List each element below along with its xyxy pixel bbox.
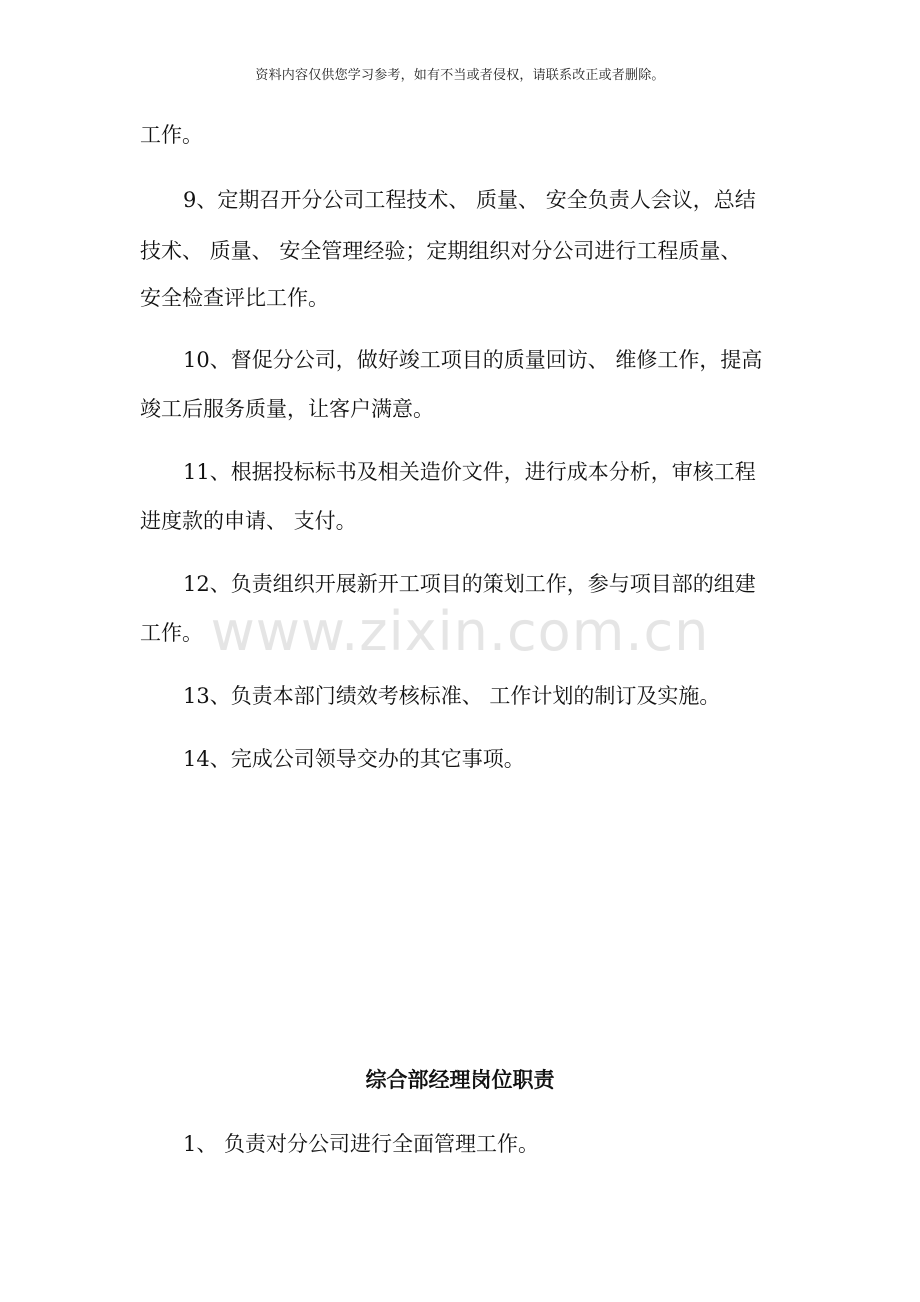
item-10-line-2: 竣工后服务质量，让客户满意。	[140, 397, 434, 421]
text-line: 工作。	[140, 123, 203, 147]
disclaimer-header: 资料内容仅供您学习参考，如有不当或者侵权，请联系改正或者删除。	[255, 68, 665, 83]
section-item-1: 1、 负责对分公司进行全面管理工作。	[183, 1132, 540, 1156]
item-13-line: 13、负责本部门绩效考核标准、 工作计划的制订及实施。	[183, 684, 721, 708]
watermark: www.zixin.com.cn	[210, 600, 710, 663]
item-12-line-2: 工作。	[140, 621, 203, 645]
item-11-line-2: 进度款的申请、 支付。	[140, 509, 357, 533]
item-9-line-2: 技术、 质量、 安全管理经验；定期组织对分公司进行工程质量、	[140, 239, 742, 263]
item-9-line-1: 9、定期召开分公司工程技术、 质量、 安全负责人会议，总结	[183, 188, 756, 212]
item-12-line-1: 12、负责组织开展新开工项目的策划工作，参与项目部的组建	[183, 572, 756, 596]
item-11-line-1: 11、根据投标标书及相关造价文件，进行成本分析，审核工程	[183, 460, 756, 484]
item-9-line-3: 安全检查评比工作。	[140, 286, 329, 310]
item-14-line: 14、完成公司领导交办的其它事项。	[183, 747, 525, 771]
item-10-line-1: 10、督促分公司，做好竣工项目的质量回访、 维修工作，提高	[183, 348, 763, 372]
section-title: 综合部经理岗位职责	[365, 1067, 555, 1092]
